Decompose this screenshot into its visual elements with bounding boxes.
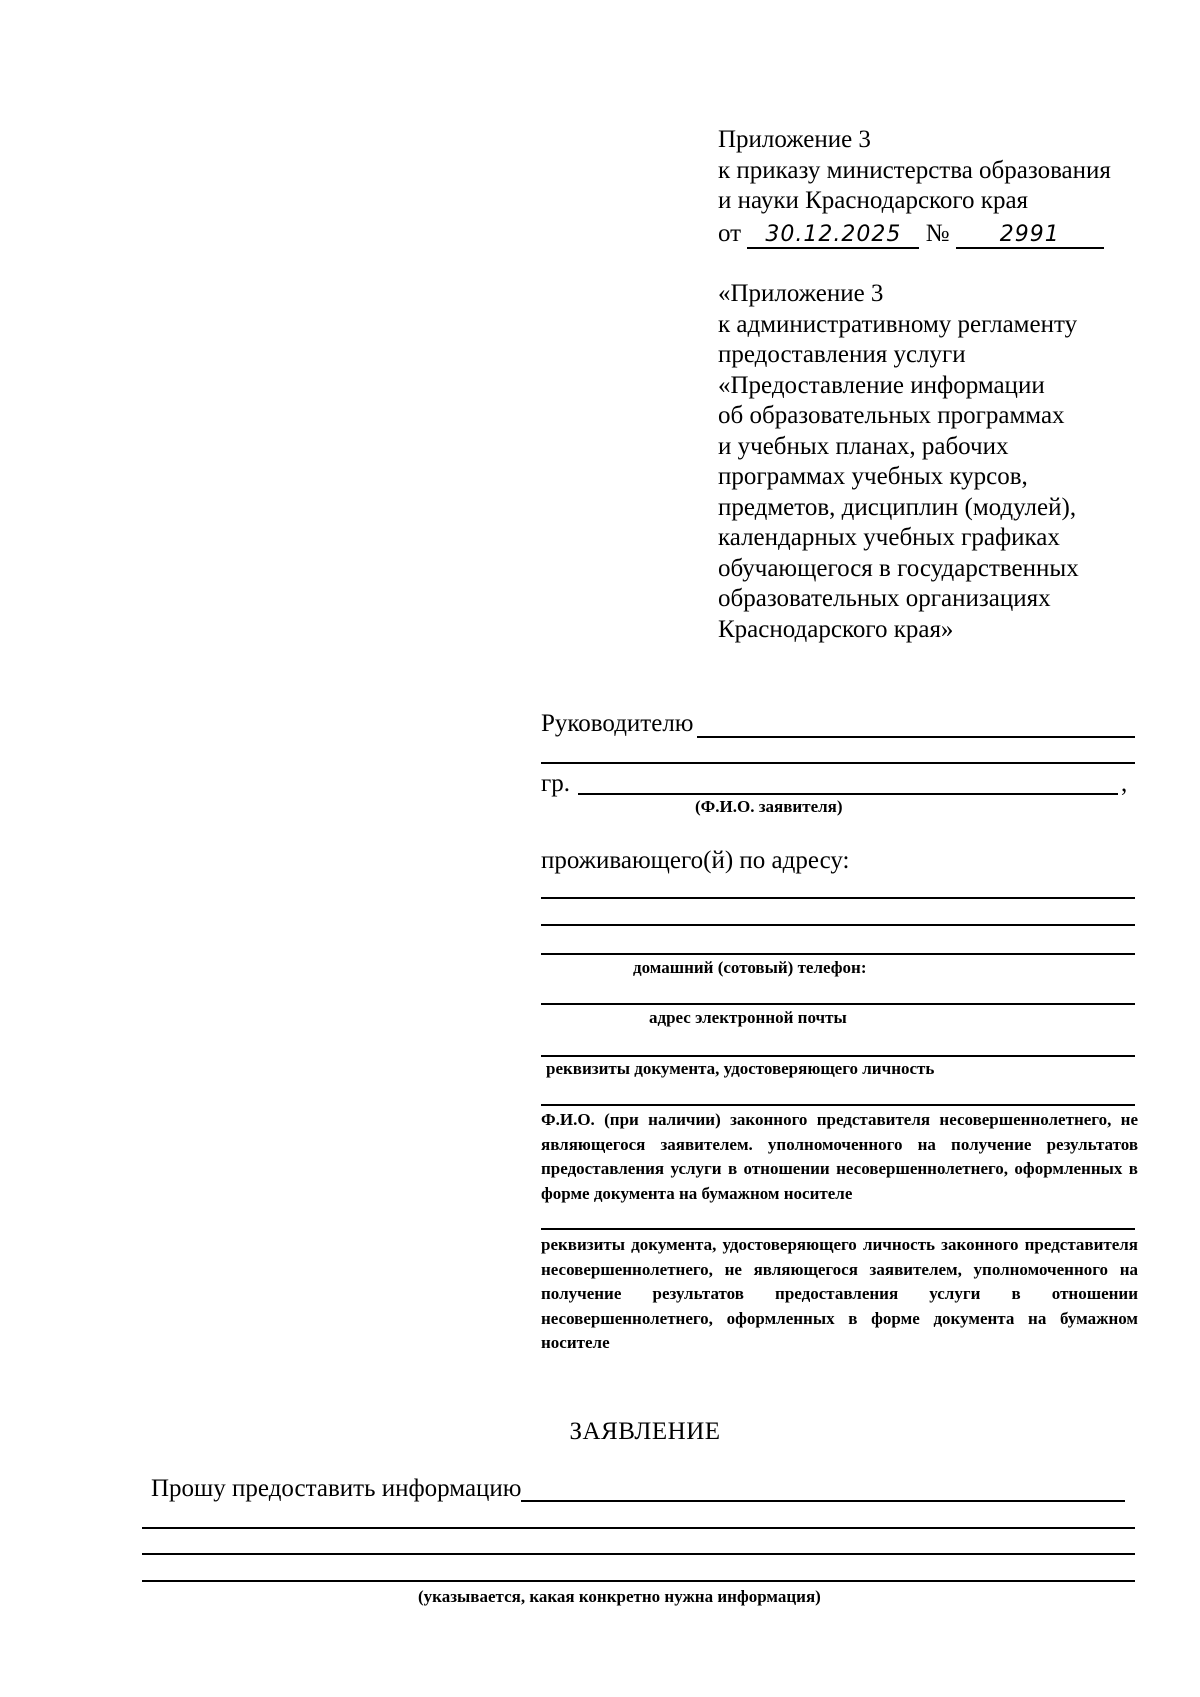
- regulation-line: предметов, дисциплин (модулей),: [718, 493, 1077, 521]
- phone-field[interactable]: [541, 953, 1135, 955]
- appendix-date-line: [718, 219, 1111, 250]
- address-field-2[interactable]: [541, 924, 1135, 926]
- appendix-ministry-line: и науки Краснодарского края: [718, 187, 1029, 214]
- regulation-line: предоставления услуги: [718, 341, 966, 368]
- regulation-line: «Приложение 3: [718, 280, 884, 307]
- email-field[interactable]: [541, 1003, 1135, 1005]
- phone-caption: домашний (сотовый) телефон:: [633, 958, 867, 977]
- citizen-comma: ,: [1121, 770, 1128, 797]
- appendix-title: Приложение 3: [718, 126, 871, 153]
- regulation-appendix-block: [718, 279, 1079, 645]
- address-label: проживающего(й) по адресу:: [541, 847, 850, 874]
- request-info-field[interactable]: [521, 1500, 1125, 1502]
- regulation-line: «Предоставление информации: [718, 371, 1045, 399]
- head-name-field[interactable]: [697, 736, 1135, 738]
- number-prefix: №: [925, 219, 950, 247]
- date-prefix: от: [718, 219, 742, 247]
- to-head-label: Руководителю: [541, 710, 694, 737]
- regulation-line: обучающегося в государственных: [718, 554, 1079, 582]
- head-name-field-continuation[interactable]: [541, 762, 1135, 764]
- representative-doc-field[interactable]: [541, 1228, 1135, 1230]
- representative-name-field[interactable]: [541, 1104, 1135, 1106]
- applicant-name-field[interactable]: [578, 793, 1118, 795]
- address-field-1[interactable]: [541, 897, 1135, 899]
- regulation-line: к административному регламенту: [718, 310, 1078, 338]
- representative-caption: Ф.И.О. (при наличии) законного представителя несовершеннолетнего, не являющегося заявителем. уполномоченного на получение результатов предоставления услуги в отношении несовершеннолетнего, оформленных в форме документа на бумажном носителе: [541, 1110, 1138, 1203]
- request-info-line-4[interactable]: [142, 1580, 1135, 1582]
- statement-title: ЗАЯВЛЕНИЕ: [569, 1418, 721, 1445]
- citizen-label: гр.: [541, 770, 571, 797]
- id-document-caption: реквизиты документа, удостоверяющего личность: [546, 1059, 935, 1078]
- request-label: Прошу предоставить информацию: [151, 1475, 522, 1502]
- regulation-line: Краснодарского края»: [718, 615, 954, 643]
- email-caption: адрес электронной почты: [649, 1008, 847, 1027]
- id-document-field[interactable]: [541, 1055, 1135, 1057]
- appendix-order-block: [718, 125, 1111, 249]
- regulation-line: и учебных планах, рабочих: [718, 432, 1009, 460]
- regulation-line: образовательных организациях: [718, 585, 1051, 612]
- order-number-handwritten: 2991: [956, 223, 1104, 249]
- fio-caption: (Ф.И.О. заявителя): [695, 797, 843, 816]
- representative-doc-caption: реквизиты документа, удостоверяющего личность законного представителя несовершеннолетнего, не являющегося заявителем, уполномоченного на получение результатов предоставления услуги в отношении несовершеннолетнего, оформленных в форме документа на бумажном носителе: [541, 1235, 1138, 1352]
- info-caption: (указывается, какая конкретно нужна информация): [418, 1587, 821, 1606]
- regulation-line: об образовательных программах: [718, 402, 1065, 429]
- order-date-handwritten: 30.12.2025: [747, 223, 919, 249]
- request-info-line-3[interactable]: [142, 1553, 1135, 1555]
- regulation-line: календарных учебных графиках: [718, 524, 1060, 551]
- appendix-order-line: к приказу министерства образования: [718, 156, 1111, 184]
- request-info-line-2[interactable]: [142, 1527, 1135, 1529]
- regulation-line: программах учебных курсов,: [718, 463, 1028, 490]
